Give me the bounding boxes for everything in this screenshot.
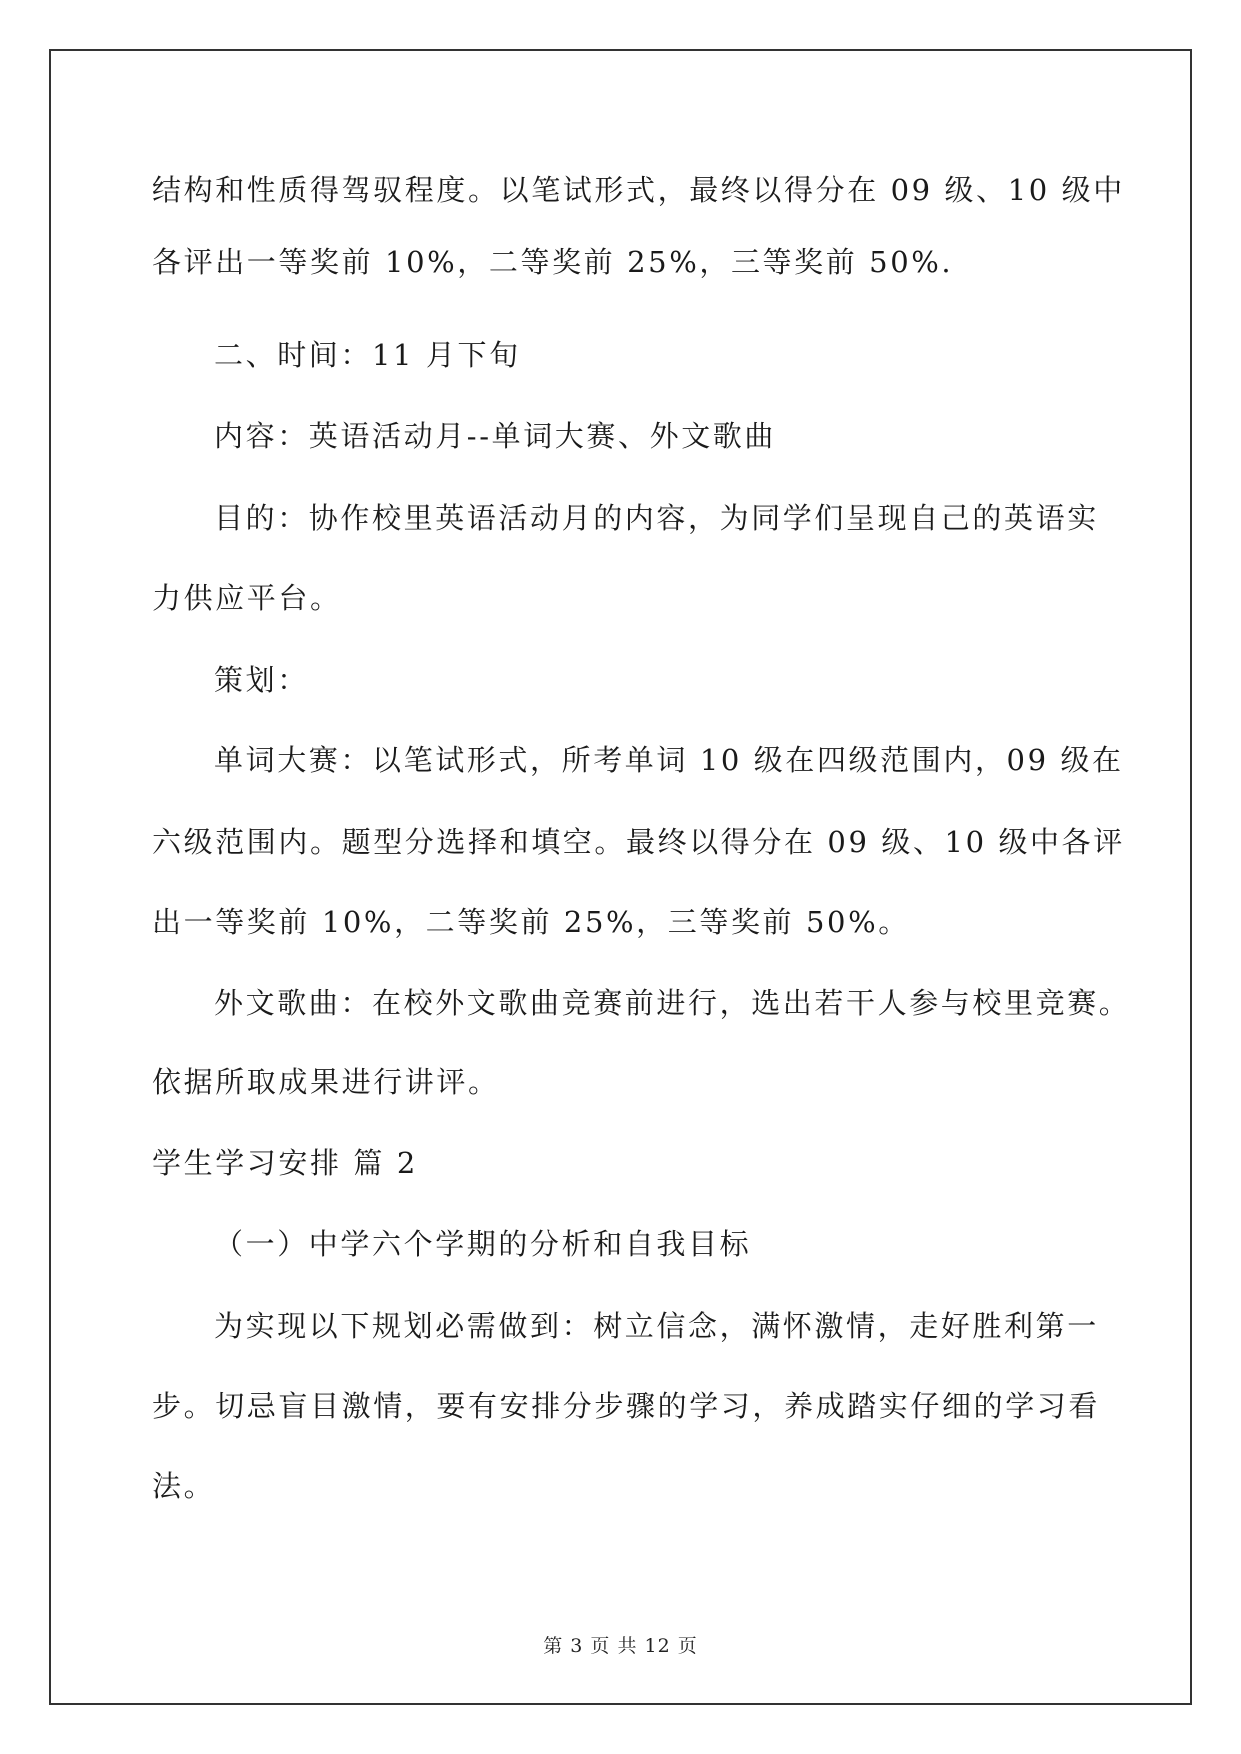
text-line: 出一等奖前 10%，二等奖前 25%，三等奖前 50%。: [152, 905, 910, 939]
text-line: 步。切忌盲目激情，要有安排分步骤的学习，养成踏实仔细的学习看: [152, 1389, 1101, 1423]
text-line: 结构和性质得驾驭程度。以笔试形式，最终以得分在 09 级、10 级中: [152, 173, 1125, 207]
section-heading: 二、时间：11 月下旬: [214, 338, 521, 372]
page-footer: 第 3 页 共 12 页: [543, 1635, 698, 1657]
text-line: 策划：: [214, 663, 309, 697]
text-line: 依据所取成果进行讲评。: [152, 1065, 500, 1099]
text-line: 法。: [152, 1469, 216, 1503]
text-line: 六级范围内。题型分选择和填空。最终以得分在 09 级、10 级中各评: [152, 825, 1125, 859]
text-line: 外文歌曲：在校外文歌曲竞赛前进行，选出若干人参与校里竞赛。: [214, 986, 1131, 1020]
text-line: 力供应平台。: [152, 581, 342, 615]
section-title: 学生学习安排 篇 2: [152, 1146, 418, 1180]
text-line: 各评出一等奖前 10%，二等奖前 25%，三等奖前 50%.: [152, 245, 954, 279]
subsection-heading: （一）中学六个学期的分析和自我目标: [214, 1227, 752, 1261]
page-border: [49, 49, 1192, 1705]
text-line: 单词大赛：以笔试形式，所考单词 10 级在四级范围内，09 级在: [214, 743, 1124, 777]
text-line: 目的：协作校里英语活动月的内容，为同学们呈现自己的英语实: [214, 501, 1099, 535]
text-line: 内容：英语活动月--单词大赛、外文歌曲: [214, 419, 776, 453]
text-line: 为实现以下规划必需做到：树立信念，满怀激情，走好胜利第一: [214, 1309, 1099, 1343]
